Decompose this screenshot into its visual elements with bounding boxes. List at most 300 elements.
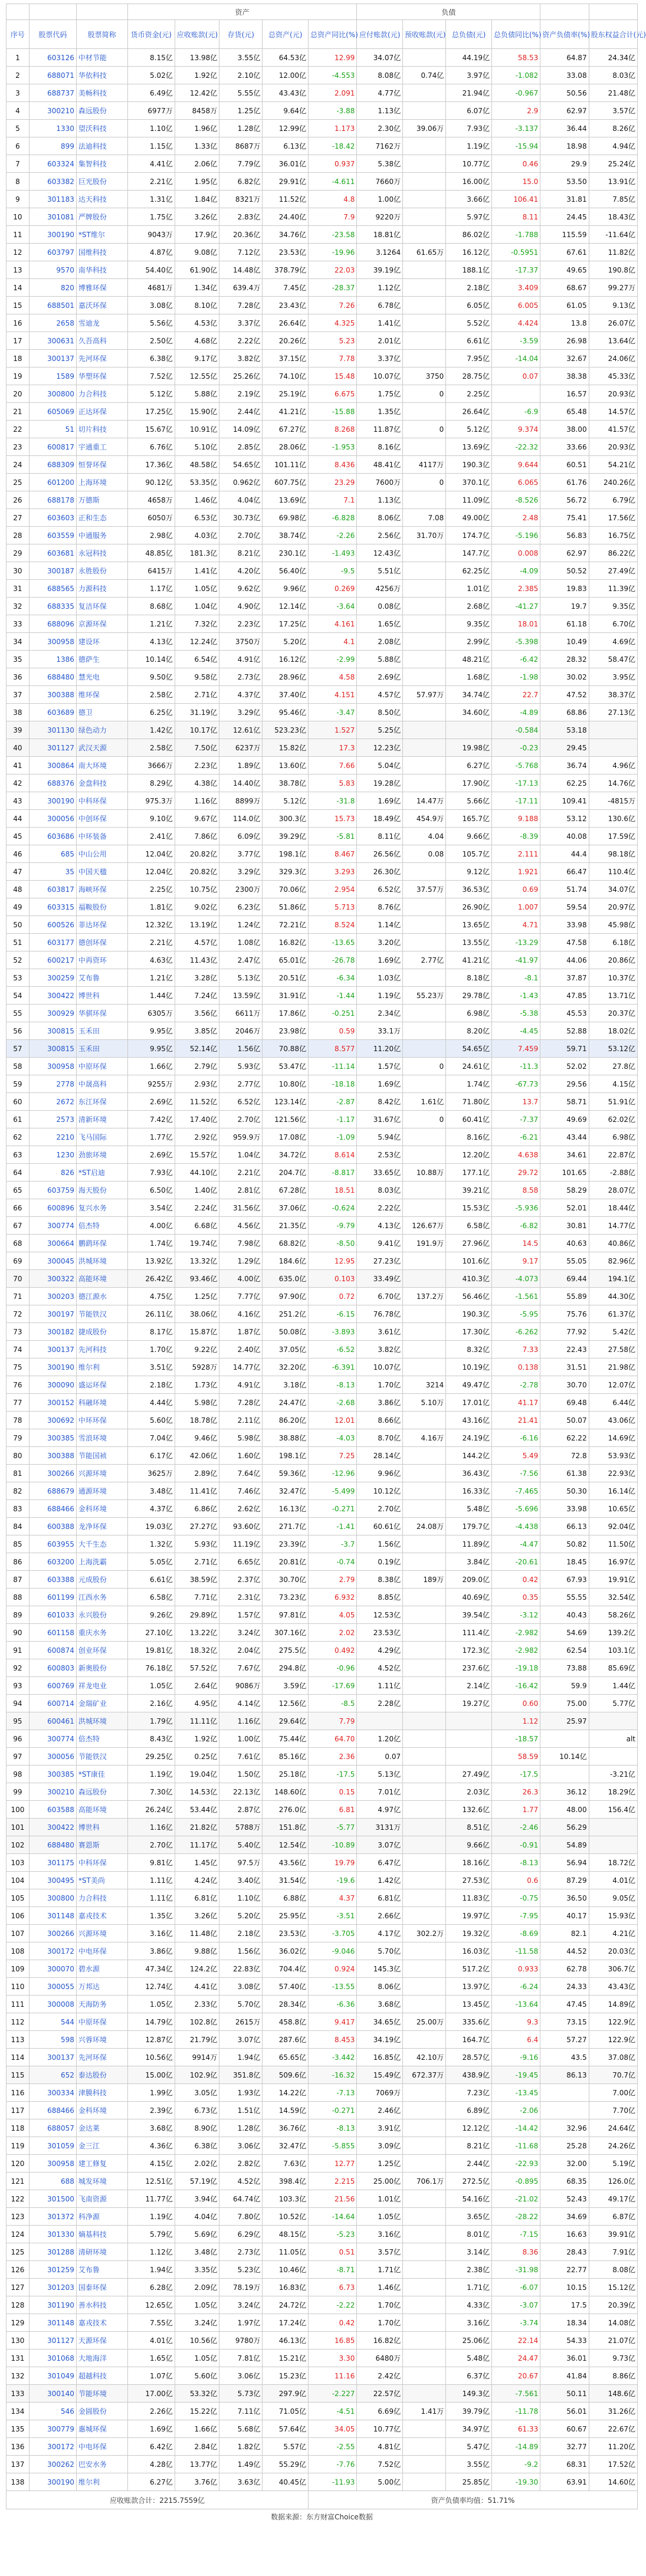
table-row[interactable]	[6, 987, 638, 1005]
table-row[interactable]	[6, 1482, 638, 1500]
cell-code[interactable]: 820	[29, 279, 76, 297]
table-row[interactable]	[6, 1677, 638, 1695]
cell-name[interactable]: 金盘科技	[76, 775, 127, 792]
cell-name[interactable]: 江西水务	[76, 1589, 127, 1606]
table-row[interactable]	[6, 1801, 638, 1819]
table-row[interactable]	[6, 1624, 638, 1642]
cell-code[interactable]: 300815	[29, 1022, 76, 1040]
cell-name[interactable]: 集智科技	[76, 155, 127, 173]
cell-code[interactable]: 603603	[29, 509, 76, 527]
cell-name[interactable]: 博雅环保	[76, 279, 127, 297]
table-row[interactable]	[6, 491, 638, 509]
table-row[interactable]	[6, 1553, 638, 1571]
cell-code[interactable]: 603388	[29, 1571, 76, 1589]
table-row[interactable]	[6, 1889, 638, 1907]
cell-name[interactable]: 中环环保	[76, 1412, 127, 1429]
cell-code[interactable]: 688480	[29, 1836, 76, 1854]
table-row[interactable]	[6, 881, 638, 898]
cell-name[interactable]: 熵基科技	[76, 2226, 127, 2243]
cell-code[interactable]: 301183	[29, 191, 76, 208]
table-row[interactable]	[6, 120, 638, 137]
cell-name[interactable]: 力源科技	[76, 580, 127, 598]
table-row[interactable]	[6, 1429, 638, 1447]
cell-name[interactable]: 上海环境	[76, 474, 127, 491]
cell-code[interactable]: 2672	[29, 1093, 76, 1111]
cell-code[interactable]: 301372	[29, 2208, 76, 2226]
cell-code[interactable]: 301059	[29, 2137, 76, 2155]
header-recv[interactable]: 应收账款(元)	[175, 20, 219, 49]
cell-name[interactable]: 华骐环保	[76, 1005, 127, 1022]
cell-name[interactable]: *ST启迪	[76, 1164, 127, 1182]
cell-code[interactable]: 688737	[29, 84, 76, 102]
cell-code[interactable]: 600388	[29, 1518, 76, 1535]
table-row[interactable]	[6, 1111, 638, 1128]
cell-code[interactable]: 899	[29, 137, 76, 155]
cell-code[interactable]: 301081	[29, 208, 76, 226]
cell-code[interactable]: 600461	[29, 1712, 76, 1730]
table-row[interactable]	[6, 2066, 638, 2084]
table-row[interactable]	[6, 828, 638, 845]
cell-name[interactable]: 赛恩斯	[76, 1836, 127, 1854]
cell-name[interactable]: 洪城环境	[76, 1712, 127, 1730]
cell-name[interactable]: 武汉天源	[76, 739, 127, 757]
cell-name[interactable]: 飞南资源	[76, 2190, 127, 2208]
table-row[interactable]	[6, 297, 638, 314]
cell-name[interactable]: 中电环保	[76, 1942, 127, 1960]
cell-name[interactable]: 南大环境	[76, 757, 127, 775]
table-row[interactable]	[6, 633, 638, 651]
cell-name[interactable]: *ST康佳	[76, 1766, 127, 1783]
cell-name[interactable]: 节能国祯	[76, 1447, 127, 1465]
cell-name[interactable]: 城发环境	[76, 2173, 127, 2190]
cell-code[interactable]: 300958	[29, 633, 76, 651]
cell-name[interactable]: 中科环保	[76, 1854, 127, 1872]
table-row[interactable]	[6, 562, 638, 580]
table-row[interactable]	[6, 2102, 638, 2119]
table-row[interactable]	[6, 845, 638, 863]
cell-code[interactable]: 300774	[29, 1217, 76, 1235]
cell-name[interactable]: 万邦达	[76, 1978, 127, 1996]
table-row[interactable]	[6, 1288, 638, 1305]
cell-name[interactable]: 达天科技	[76, 191, 127, 208]
cell-name[interactable]: 嘉戎技术	[76, 1907, 127, 1925]
header-debt-ratio[interactable]: 资产负债率(%)	[540, 20, 589, 49]
cell-name[interactable]: 盛运环保	[76, 1376, 127, 1394]
table-row[interactable]	[6, 1182, 638, 1199]
table-row[interactable]	[6, 651, 638, 668]
cell-name[interactable]: 建设环	[76, 633, 127, 651]
header-payable[interactable]: 应付账款(元)	[357, 20, 403, 49]
cell-name[interactable]: 金科环境	[76, 1500, 127, 1518]
cell-name[interactable]: 捷成股份	[76, 1323, 127, 1341]
cell-code[interactable]: 688480	[29, 668, 76, 686]
cell-name[interactable]: 先河环保	[76, 350, 127, 367]
cell-code[interactable]: 300152	[29, 1394, 76, 1412]
cell-code[interactable]: 300385	[29, 1429, 76, 1447]
cell-name[interactable]: 惠城环保	[76, 2420, 127, 2438]
cell-name[interactable]: 洪城环境	[76, 1252, 127, 1270]
table-row[interactable]	[6, 509, 638, 527]
cell-name[interactable]: 严牌股份	[76, 208, 127, 226]
cell-code[interactable]: 603689	[29, 704, 76, 721]
cell-code[interactable]: 546	[29, 2403, 76, 2420]
cell-code[interactable]: 601199	[29, 1589, 76, 1606]
cell-code[interactable]: 300322	[29, 1270, 76, 1288]
table-row[interactable]	[6, 1022, 638, 1040]
table-row[interactable]	[6, 2031, 638, 2049]
cell-name[interactable]: 国维科技	[76, 244, 127, 261]
table-row[interactable]	[6, 2173, 638, 2190]
cell-code[interactable]: 603559	[29, 527, 76, 544]
cell-code[interactable]: 301175	[29, 1854, 76, 1872]
table-row[interactable]	[6, 1040, 638, 1058]
cell-code[interactable]: 603817	[29, 881, 76, 898]
cell-name[interactable]: 金瑞矿业	[76, 1695, 127, 1712]
cell-name[interactable]: 中山公用	[76, 845, 127, 863]
cell-name[interactable]: 中国天楹	[76, 863, 127, 881]
cell-code[interactable]: 300422	[29, 987, 76, 1005]
table-row[interactable]	[6, 1500, 638, 1518]
cell-code[interactable]: 1330	[29, 120, 76, 137]
table-row[interactable]	[6, 686, 638, 704]
table-row[interactable]	[6, 1341, 638, 1358]
cell-code[interactable]: 301190	[29, 2296, 76, 2314]
table-row[interactable]	[6, 898, 638, 916]
table-row[interactable]	[6, 668, 638, 686]
table-row[interactable]	[6, 1766, 638, 1783]
cell-code[interactable]: 300137	[29, 2049, 76, 2066]
cell-code[interactable]: 301148	[29, 1907, 76, 1925]
cell-name[interactable]: 宇通重工	[76, 438, 127, 456]
table-row[interactable]	[6, 739, 638, 757]
table-row[interactable]	[6, 1872, 638, 1889]
table-row[interactable]	[6, 951, 638, 969]
cell-name[interactable]: 嘉沃环保	[76, 297, 127, 314]
cell-code[interactable]: 300056	[29, 810, 76, 828]
table-row[interactable]	[6, 1659, 638, 1677]
table-row[interactable]	[6, 1447, 638, 1465]
table-row[interactable]	[6, 456, 638, 474]
cell-code[interactable]: 688335	[29, 598, 76, 615]
cell-name[interactable]: 泰达股份	[76, 2066, 127, 2084]
cell-name[interactable]: 龙净环保	[76, 1518, 127, 1535]
cell-name[interactable]: 恒誉环保	[76, 456, 127, 474]
cell-code[interactable]: 301130	[29, 721, 76, 739]
header-cash[interactable]: 货币资金(元)	[127, 20, 175, 49]
cell-name[interactable]: 法迪科技	[76, 137, 127, 155]
cell-name[interactable]: 森远股份	[76, 102, 127, 120]
table-row[interactable]	[6, 403, 638, 421]
header-code[interactable]: 股票代码	[29, 20, 76, 49]
cell-name[interactable]: 永冠科技	[76, 544, 127, 562]
header-inventory[interactable]: 存货(元)	[219, 20, 263, 49]
table-row[interactable]	[6, 1305, 638, 1323]
table-row[interactable]	[6, 1606, 638, 1624]
table-row[interactable]	[6, 1465, 638, 1482]
cell-name[interactable]: 天源环保	[76, 2332, 127, 2349]
cell-name[interactable]: 中通服务	[76, 527, 127, 544]
cell-name[interactable]: 金达莱	[76, 2119, 127, 2137]
cell-code[interactable]: 300090	[29, 1376, 76, 1394]
table-row[interactable]	[6, 1748, 638, 1766]
cell-code[interactable]: 300774	[29, 1730, 76, 1748]
cell-name[interactable]: 艾布鲁	[76, 969, 127, 987]
cell-code[interactable]: 301127	[29, 2332, 76, 2349]
cell-name[interactable]: 复兴水务	[76, 1199, 127, 1217]
table-row[interactable]	[6, 1270, 638, 1288]
cell-code[interactable]: 688466	[29, 1500, 76, 1518]
table-row[interactable]	[6, 2456, 638, 2473]
cell-name[interactable]: 大地海洋	[76, 2349, 127, 2367]
cell-name[interactable]: 倍杰特	[76, 1730, 127, 1748]
cell-code[interactable]: 300495	[29, 1872, 76, 1889]
cell-name[interactable]: 德萨生	[76, 651, 127, 668]
cell-name[interactable]: 久吾高科	[76, 332, 127, 350]
header-equity[interactable]: 股东权益合计(元)	[589, 20, 637, 49]
cell-code[interactable]: 600803	[29, 1659, 76, 1677]
cell-name[interactable]: 倍杰特	[76, 1217, 127, 1235]
cell-name[interactable]: 德创环保	[76, 934, 127, 951]
table-row[interactable]	[6, 84, 638, 102]
cell-name[interactable]: 先河环保	[76, 2049, 127, 2066]
cell-code[interactable]: 688376	[29, 775, 76, 792]
cell-code[interactable]: 603315	[29, 898, 76, 916]
cell-name[interactable]: 碧水源	[76, 1960, 127, 1978]
cell-name[interactable]: 兴源环境	[76, 1925, 127, 1942]
table-row[interactable]	[6, 385, 638, 403]
cell-code[interactable]: 688679	[29, 1482, 76, 1500]
table-row[interactable]	[6, 367, 638, 385]
cell-code[interactable]: 300056	[29, 1748, 76, 1766]
cell-name[interactable]: 中环装备	[76, 828, 127, 845]
cell-code[interactable]: 300385	[29, 1766, 76, 1783]
cell-code[interactable]: 601158	[29, 1624, 76, 1642]
table-row[interactable]	[6, 208, 638, 226]
cell-name[interactable]: 海天股份	[76, 1182, 127, 1199]
table-row[interactable]	[6, 102, 638, 120]
cell-name[interactable]: 慧光电	[76, 668, 127, 686]
table-row[interactable]	[6, 279, 638, 297]
cell-code[interactable]: 300958	[29, 2155, 76, 2173]
table-row[interactable]	[6, 226, 638, 244]
cell-name[interactable]: 巴安水务	[76, 2456, 127, 2473]
table-row[interactable]	[6, 173, 638, 191]
cell-code[interactable]: 2658	[29, 314, 76, 332]
cell-code[interactable]: 600769	[29, 1677, 76, 1695]
cell-code[interactable]: 301203	[29, 2279, 76, 2296]
table-row[interactable]	[6, 1712, 638, 1730]
cell-code[interactable]: 600896	[29, 1199, 76, 1217]
table-row[interactable]	[6, 2013, 638, 2031]
cell-code[interactable]: 603759	[29, 1182, 76, 1199]
table-row[interactable]	[6, 1146, 638, 1164]
cell-name[interactable]: 高能环境	[76, 1270, 127, 1288]
cell-name[interactable]: 兴蓉环境	[76, 2031, 127, 2049]
table-row[interactable]	[6, 155, 638, 173]
cell-name[interactable]: 元成股份	[76, 1571, 127, 1589]
cell-code[interactable]: 301148	[29, 2314, 76, 2332]
cell-name[interactable]: 博世科	[76, 1819, 127, 1836]
cell-name[interactable]: 嘉戎技术	[76, 2314, 127, 2332]
table-row[interactable]	[6, 1358, 638, 1376]
cell-code[interactable]: 300388	[29, 1447, 76, 1465]
cell-name[interactable]: 祥龙电业	[76, 1677, 127, 1695]
cell-code[interactable]: 603797	[29, 244, 76, 261]
table-row[interactable]	[6, 1164, 638, 1182]
cell-name[interactable]: 建工修复	[76, 2155, 127, 2173]
cell-code[interactable]: 603686	[29, 828, 76, 845]
table-row[interactable]	[6, 421, 638, 438]
header-total-liab[interactable]: 总负债(元)	[446, 20, 492, 49]
cell-name[interactable]: 望沃科技	[76, 120, 127, 137]
cell-name[interactable]: 大千生态	[76, 1535, 127, 1553]
table-row[interactable]	[6, 1093, 638, 1111]
table-row[interactable]	[6, 191, 638, 208]
table-row[interactable]	[6, 792, 638, 810]
cell-name[interactable]: 菲达环保	[76, 916, 127, 934]
cell-code[interactable]: 300929	[29, 1005, 76, 1022]
table-row[interactable]	[6, 863, 638, 881]
cell-name[interactable]: 玉禾田	[76, 1040, 127, 1058]
cell-name[interactable]: *ST维尔	[76, 226, 127, 244]
cell-name[interactable]: 中再资环	[76, 951, 127, 969]
table-row[interactable]	[6, 1783, 638, 1801]
table-row[interactable]	[6, 2243, 638, 2261]
cell-name[interactable]: 绿色动力	[76, 721, 127, 739]
cell-name[interactable]: 森远股份	[76, 1783, 127, 1801]
cell-name[interactable]: 飞马国际	[76, 1128, 127, 1146]
cell-code[interactable]: 300187	[29, 562, 76, 580]
cell-code[interactable]: 652	[29, 2066, 76, 2084]
cell-code[interactable]: 300045	[29, 1252, 76, 1270]
cell-name[interactable]: *ST美尚	[76, 1872, 127, 1889]
table-row[interactable]	[6, 544, 638, 562]
table-row[interactable]	[6, 1075, 638, 1093]
cell-code[interactable]: 300137	[29, 350, 76, 367]
table-row[interactable]	[6, 2226, 638, 2243]
cell-name[interactable]: 节能铁汉	[76, 1305, 127, 1323]
cell-code[interactable]: 300800	[29, 385, 76, 403]
cell-code[interactable]: 600817	[29, 438, 76, 456]
cell-name[interactable]: 先河科技	[76, 1341, 127, 1358]
table-row[interactable]	[6, 1005, 638, 1022]
table-row[interactable]	[6, 1217, 638, 1235]
cell-code[interactable]: 603126	[29, 49, 76, 67]
cell-name[interactable]: 雪迪龙	[76, 314, 127, 332]
cell-name[interactable]: 福鞍股份	[76, 898, 127, 916]
table-row[interactable]	[6, 2420, 638, 2438]
header-total-asset[interactable]: 总资产(元)	[263, 20, 309, 49]
cell-code[interactable]: 605069	[29, 403, 76, 421]
table-row[interactable]	[6, 1058, 638, 1075]
table-row[interactable]	[6, 261, 638, 279]
cell-name[interactable]: 国泰环保	[76, 2279, 127, 2296]
table-row[interactable]	[6, 916, 638, 934]
table-row[interactable]	[6, 527, 638, 544]
table-row[interactable]	[6, 1942, 638, 1960]
cell-name[interactable]: 中原环保	[76, 2013, 127, 2031]
cell-code[interactable]: 51	[29, 421, 76, 438]
header-total-asset-yoy[interactable]: 总资产同比(%)	[309, 20, 357, 49]
cell-code[interactable]: 601033	[29, 1606, 76, 1624]
cell-code[interactable]: 300190	[29, 2473, 76, 2491]
cell-name[interactable]: 海峡环保	[76, 881, 127, 898]
cell-name[interactable]: 德江源水	[76, 1288, 127, 1305]
header-advance[interactable]: 预收账款(元)	[403, 20, 446, 49]
cell-name[interactable]: 鹏鹞环保	[76, 1235, 127, 1252]
table-row[interactable]	[6, 474, 638, 491]
header-name[interactable]: 股票简称	[76, 20, 127, 49]
cell-code[interactable]: 688501	[29, 297, 76, 314]
cell-code[interactable]: 300958	[29, 1058, 76, 1075]
table-row[interactable]	[6, 49, 638, 67]
cell-code[interactable]: 300631	[29, 332, 76, 350]
table-row[interactable]	[6, 1412, 638, 1429]
cell-code[interactable]: 35	[29, 863, 76, 881]
cell-name[interactable]: 南华科技	[76, 261, 127, 279]
cell-code[interactable]: 688178	[29, 491, 76, 509]
table-row[interactable]	[6, 2314, 638, 2332]
cell-name[interactable]: 中创环保	[76, 810, 127, 828]
cell-code[interactable]: 300140	[29, 2385, 76, 2403]
table-row[interactable]	[6, 1589, 638, 1606]
table-row[interactable]	[6, 704, 638, 721]
cell-name[interactable]: 维尔利	[76, 1358, 127, 1376]
cell-name[interactable]: 上海洗霸	[76, 1553, 127, 1571]
cell-code[interactable]: 301288	[29, 2243, 76, 2261]
cell-name[interactable]: 创业环保	[76, 1642, 127, 1659]
table-row[interactable]	[6, 350, 638, 367]
cell-name[interactable]: 天海防务	[76, 1996, 127, 2013]
table-row[interactable]	[6, 934, 638, 951]
cell-code[interactable]: 688466	[29, 2102, 76, 2119]
table-row[interactable]	[6, 2438, 638, 2456]
cell-code[interactable]: 603588	[29, 1801, 76, 1819]
cell-code[interactable]: 1589	[29, 367, 76, 385]
cell-code[interactable]: 600217	[29, 951, 76, 969]
table-row[interactable]	[6, 1518, 638, 1535]
table-row[interactable]	[6, 2137, 638, 2155]
table-row[interactable]	[6, 1535, 638, 1553]
table-row[interactable]	[6, 1730, 638, 1748]
cell-code[interactable]: 300137	[29, 1341, 76, 1358]
cell-code[interactable]: 600874	[29, 1642, 76, 1659]
cell-name[interactable]: 切片科技	[76, 421, 127, 438]
cell-code[interactable]: 301068	[29, 2349, 76, 2367]
table-row[interactable]	[6, 2049, 638, 2066]
cell-code[interactable]: 300182	[29, 1323, 76, 1341]
cell-name[interactable]: 清研环境	[76, 2243, 127, 2261]
table-row[interactable]	[6, 1854, 638, 1872]
cell-name[interactable]: 中晟高科	[76, 1075, 127, 1093]
cell-name[interactable]: 超越科技	[76, 2367, 127, 2385]
cell-code[interactable]: 300334	[29, 2084, 76, 2102]
table-row[interactable]	[6, 598, 638, 615]
table-row[interactable]	[6, 2155, 638, 2173]
cell-code[interactable]: 2210	[29, 1128, 76, 1146]
cell-code[interactable]: 688071	[29, 67, 76, 84]
table-row[interactable]	[6, 1199, 638, 1217]
table-row[interactable]	[6, 1323, 638, 1341]
table-row[interactable]	[6, 1996, 638, 2013]
cell-code[interactable]: 1386	[29, 651, 76, 668]
table-row[interactable]	[6, 2349, 638, 2367]
table-row[interactable]	[6, 2473, 638, 2491]
cell-name[interactable]: 节能环境	[76, 2385, 127, 2403]
cell-code[interactable]: 300203	[29, 1288, 76, 1305]
cell-code[interactable]: 603324	[29, 155, 76, 173]
table-row[interactable]	[6, 1571, 638, 1589]
